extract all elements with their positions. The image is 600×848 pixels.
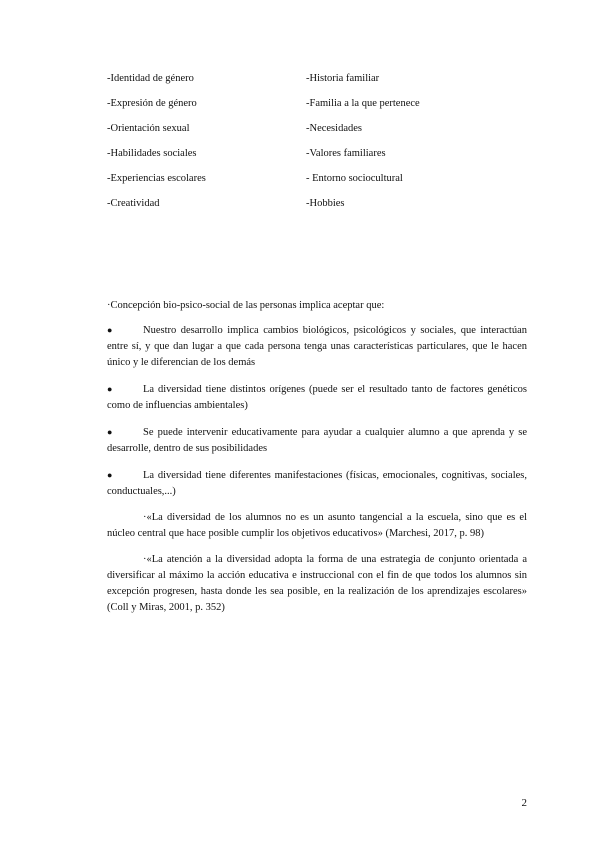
factor-row: [107, 97, 527, 122]
main-text-block: [107, 298, 527, 626]
factor-left-item: -Experiencias escolares: [107, 173, 206, 184]
page-number: 2: [521, 797, 527, 809]
bullet-dot-icon: ●: [107, 427, 113, 437]
factor-row: [107, 172, 527, 197]
bullet-item: [107, 322, 527, 371]
quote-paragraph: ·«La atención a la diversidad adopta la forma de una estrategia de conjunto orientada a diversificar al máximo la acción educativa e instruccional con el fin de que todos los alumnos sin excepción progresen, hasta donde les sea posible, en la realización de los aprendizajes escolares» (Coll y Miras, 2001, p. 352): [107, 554, 527, 613]
bullet-dot-icon: ●: [107, 384, 113, 394]
factor-row: [107, 197, 527, 222]
factor-row: [107, 122, 527, 147]
factor-left-item: -Identidad de género: [107, 73, 194, 84]
factor-right-item: -Valores familiares: [306, 148, 386, 159]
factor-left-item: -Habilidades sociales: [107, 148, 197, 159]
bullet-item: [107, 381, 527, 414]
factor-right-item: -Historia familiar: [306, 73, 380, 84]
bullet-text: La diversidad tiene diferentes manifestaciones (físicas, emocionales, cognitivas, sociales, conductuales,...): [107, 470, 527, 497]
bullet-item: [107, 467, 527, 500]
factor-right-item: - Entorno sociocultural: [306, 173, 403, 184]
factors-two-column-list: [107, 72, 527, 222]
bullet-dot-icon: ●: [107, 325, 113, 335]
factor-left-item: -Expresión de género: [107, 98, 197, 109]
bullet-item: [107, 424, 527, 457]
factor-row: [107, 72, 527, 97]
factor-row: [107, 147, 527, 172]
factor-right-item: -Necesidades: [306, 123, 362, 134]
factor-right-item: -Familia a la que pertenece: [306, 98, 420, 109]
bullet-text: La diversidad tiene distintos orígenes (puede ser el resultado tanto de factores genéticos como de influencias ambientales): [107, 384, 527, 411]
bullet-text: Nuestro desarrollo implica cambios biológicos, psicológicos y sociales, que interactúan entre sí, y que dan lugar a que cada persona tenga unas características particulares, que le hacen único y le diferencian de los demás: [107, 325, 527, 368]
bullet-dot-icon: ●: [107, 470, 113, 480]
intro-paragraph: ·Concepción bio-psico-social de las personas implica aceptar que:: [107, 300, 385, 311]
bullet-text: Se puede intervenir educativamente para ayudar a cualquier alumno a que aprenda y se desarrolle, dentro de sus posibilidades: [107, 427, 527, 454]
quote-paragraph: ·«La diversidad de los alumnos no es un asunto tangencial a la escuela, sino que es el núcleo central que hace posible cumplir los objetivos educativos» (Marchesi, 2017, p. 98): [107, 512, 527, 539]
factor-right-item: -Hobbies: [306, 198, 345, 209]
factor-left-item: -Orientación sexual: [107, 123, 190, 134]
factor-left-item: -Creatividad: [107, 198, 160, 209]
